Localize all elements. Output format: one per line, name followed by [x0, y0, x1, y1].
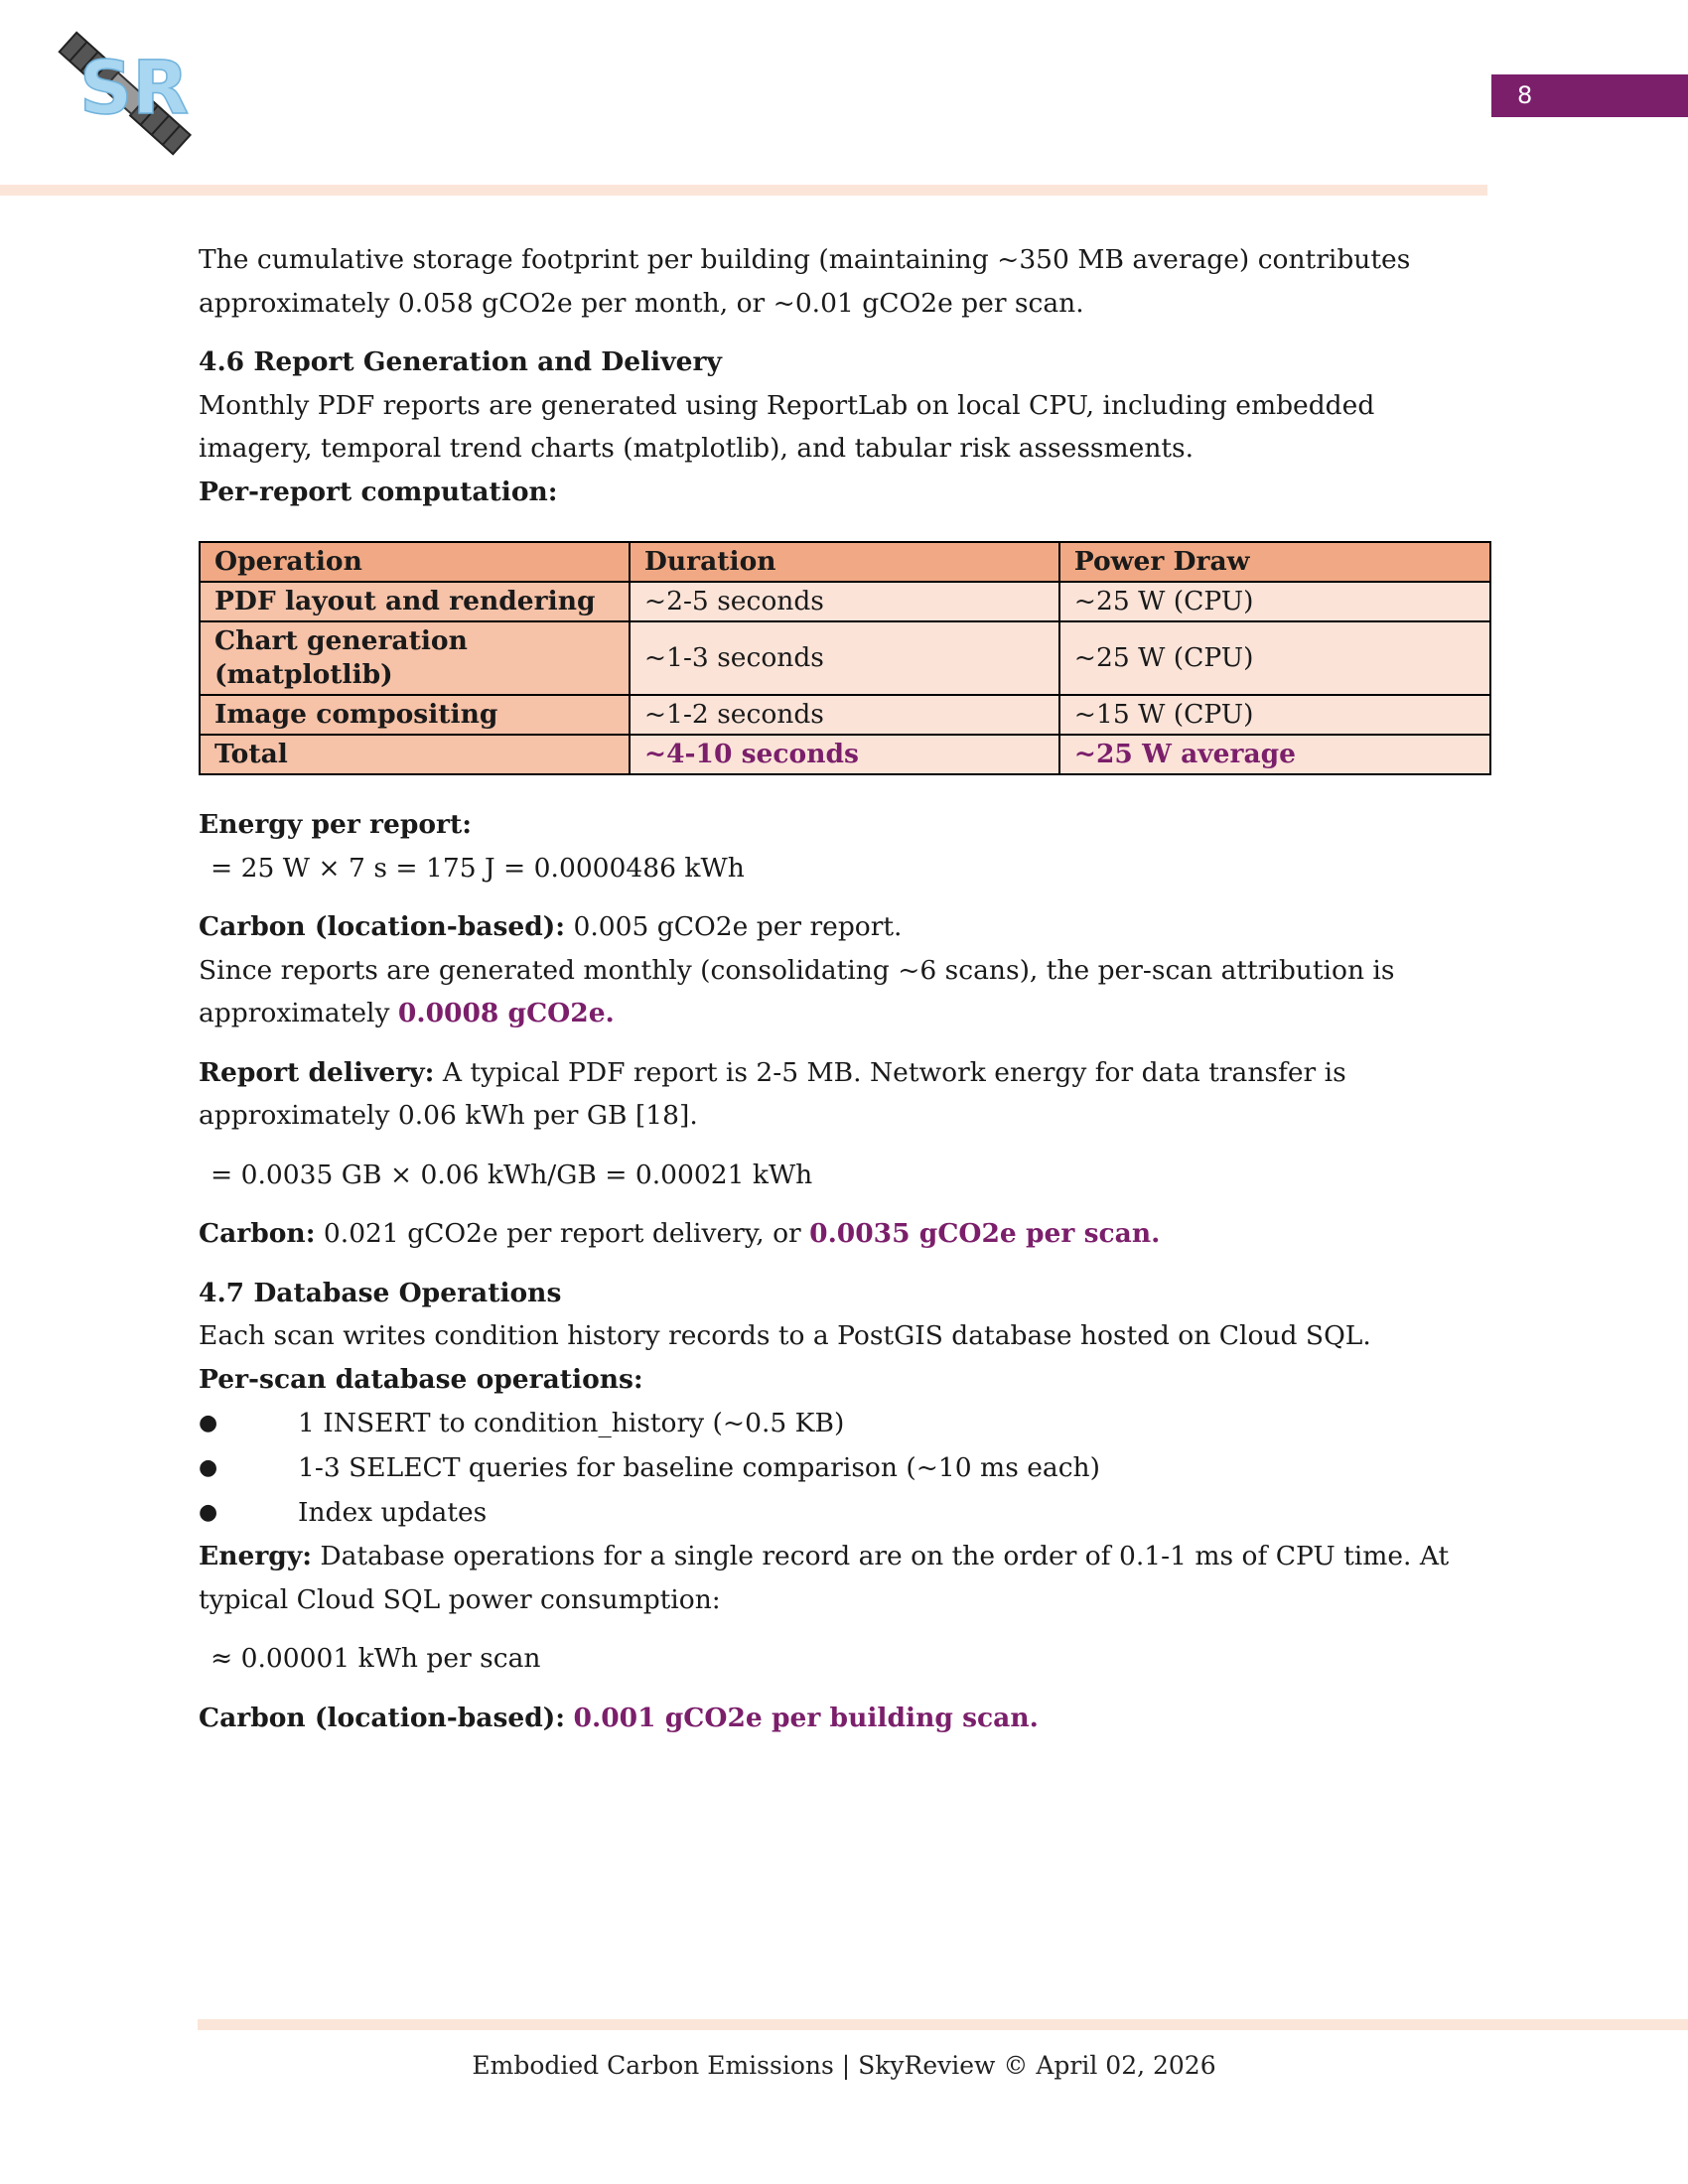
- db-carbon-line: [199, 1697, 1491, 1740]
- bullet-icon: ●: [199, 1411, 218, 1435]
- table-cell-power: ~15 W (CPU): [1059, 695, 1490, 735]
- delivery-carbon-label: Carbon:: [199, 1218, 316, 1249]
- section-4-6-body: Monthly PDF reports are generated using ReportLab on local CPU, including embedded imagery, temporal trend charts (matplotlib), and tabular risk assessments.: [199, 389, 1375, 464]
- bullet-icon: ●: [199, 1455, 218, 1480]
- db-carbon-value: 0.001 gCO2e per building scan.: [573, 1702, 1039, 1733]
- list-item: ● 1-3 SELECT queries for baseline comparison (~10 ms each): [199, 1445, 1491, 1490]
- table-cell-operation: Total: [200, 735, 630, 774]
- db-operations-list: [199, 1401, 1491, 1535]
- table-header-power: Power Draw: [1059, 542, 1490, 582]
- table-header-duration: Duration: [630, 542, 1059, 582]
- section-heading-4-6: 4.6 Report Generation and Delivery: [199, 346, 722, 377]
- report-carbon-text: 0.005 gCO2e per report.: [565, 911, 903, 942]
- table-row: [200, 621, 1490, 695]
- table-cell-duration: ~2-5 seconds: [630, 582, 1059, 621]
- list-item: ● Index updates: [199, 1490, 1491, 1535]
- table-cell-duration: ~1-2 seconds: [630, 695, 1059, 735]
- delivery-energy-equation: = 0.0035 GB × 0.06 kWh/GB = 0.00021 kWh: [211, 1159, 813, 1190]
- report-delivery-paragraph: [199, 1051, 1491, 1138]
- table-cell-operation: PDF layout and rendering: [200, 582, 630, 621]
- per-report-computation-label: Per-report computation:: [199, 476, 558, 507]
- table-cell-power: ~25 W average: [1059, 735, 1490, 774]
- report-carbon-line: [199, 905, 1491, 949]
- table-cell-operation: Image compositing: [200, 695, 630, 735]
- table-cell-power: ~25 W (CPU): [1059, 621, 1490, 695]
- table-cell-power: ~25 W (CPU): [1059, 582, 1490, 621]
- attribution-text: Since reports are generated monthly (consolidating ~6 scans), the per-scan attribution is approximately: [199, 954, 1395, 1028]
- db-carbon-label: Carbon (location-based):: [199, 1702, 566, 1733]
- table-total-row: [200, 735, 1490, 774]
- per-scan-db-operations-label: Per-scan database operations:: [199, 1363, 643, 1395]
- db-energy-paragraph: [199, 1535, 1491, 1621]
- computation-table: [199, 541, 1491, 775]
- table-header-row: [200, 542, 1490, 582]
- db-energy-equation: ≈ 0.00001 kWh per scan: [211, 1643, 541, 1674]
- delivery-carbon-value: 0.0035 gCO2e per scan.: [809, 1218, 1161, 1249]
- table-row: [200, 695, 1490, 735]
- report-delivery-label: Report delivery:: [199, 1056, 435, 1088]
- page-footer: Embodied Carbon Emissions | SkyReview © April 02, 2026: [472, 2051, 1216, 2080]
- delivery-carbon-line: [199, 1212, 1491, 1256]
- page-number: 8: [1491, 74, 1688, 117]
- report-carbon-label: Carbon (location-based):: [199, 911, 566, 942]
- bullet-icon: ●: [199, 1500, 218, 1525]
- energy-per-report-label: Energy per report:: [199, 809, 473, 840]
- report-delivery-text: A typical PDF report is 2-5 MB. Network energy for data transfer is approximately 0.06 kWh per GB [18].: [199, 1056, 1346, 1131]
- logo-text: SR: [79, 46, 190, 131]
- db-energy-label: Energy:: [199, 1541, 312, 1571]
- header-divider: [0, 185, 1487, 196]
- table-cell-operation: Chart generation (matplotlib): [200, 621, 630, 695]
- satellite-logo: [38, 22, 207, 171]
- footer-divider: [198, 2019, 1688, 2030]
- satellite-logo-icon: [38, 22, 207, 171]
- energy-per-report-equation: = 25 W × 7 s = 175 J = 0.0000486 kWh: [211, 852, 745, 884]
- list-item: ● 1 INSERT to condition_history (~0.5 KB): [199, 1401, 1491, 1445]
- delivery-carbon-text: 0.021 gCO2e per report delivery, or: [315, 1218, 810, 1249]
- page-content: [199, 238, 1491, 1739]
- section-heading-4-7: 4.7 Database Operations: [199, 1277, 562, 1308]
- intro-paragraph: The cumulative storage footprint per building (maintaining ~350 MB average) contributes approximately 0.058 gCO2e per month, or ~0.01 gCO2e per scan.: [199, 244, 1411, 319]
- section-4-7-body: Each scan writes condition history records to a PostGIS database hosted on Cloud SQL.: [199, 1320, 1371, 1351]
- table-row: [200, 582, 1490, 621]
- table-header-operation: Operation: [200, 542, 630, 582]
- table-cell-duration: ~4-10 seconds: [630, 735, 1059, 774]
- table-cell-duration: ~1-3 seconds: [630, 621, 1059, 695]
- attribution-value: 0.0008 gCO2e.: [397, 998, 615, 1028]
- per-scan-attribution: [199, 949, 1491, 1035]
- db-energy-text: Database operations for a single record are on the order of 0.1-1 ms of CPU time. At typical Cloud SQL power consumption:: [199, 1541, 1450, 1615]
